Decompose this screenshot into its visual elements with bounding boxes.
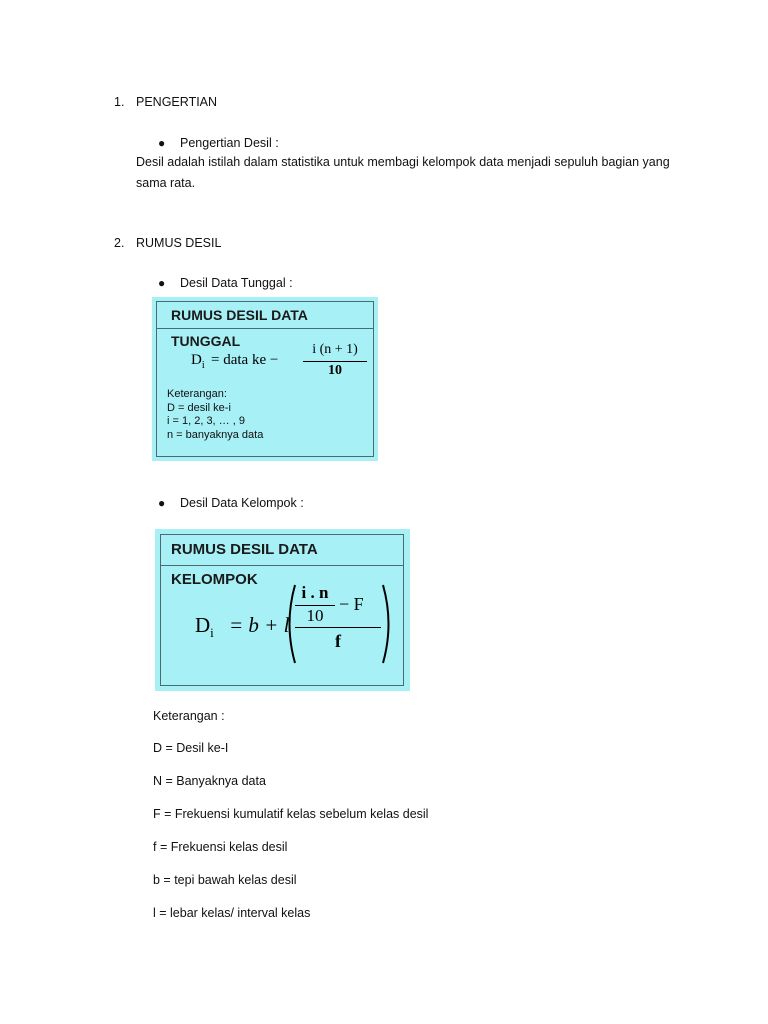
formula-tunggal-lhs: $D_i$ bbox=[191, 352, 205, 371]
keterangan-list bbox=[153, 0, 553, 1024]
section-2-number: 2. bbox=[114, 236, 125, 250]
formula-kelompok-inner-denominator: 10 bbox=[306, 606, 324, 625]
keterangan-item: l = lebar kelas/ interval kelas bbox=[153, 906, 311, 920]
section-1-number: 1. bbox=[114, 95, 125, 109]
formula-kelompok-lhs: $D_i$ bbox=[195, 613, 214, 641]
keterangan-item: b = tepi bawah kelas desil bbox=[153, 873, 297, 887]
formula-kelompok-outer-denominator: f bbox=[335, 631, 341, 651]
formula-tunggal-numerator: i (n + 1) bbox=[312, 342, 358, 357]
bullet-tunggal-label: Desil Data Tunggal : bbox=[180, 276, 293, 290]
definition-line-2: sama rata. bbox=[136, 176, 196, 190]
formula-tunggal-mid: = data ke − bbox=[211, 352, 279, 368]
keterangan-item: f = Frekuensi kelas desil bbox=[153, 840, 288, 854]
section-2-title: RUMUS DESIL bbox=[136, 236, 222, 250]
bullet-dot-icon: ● bbox=[158, 496, 166, 510]
keterangan-item: N = Banyaknya data bbox=[153, 774, 266, 788]
box-kelompok-title: RUMUS DESIL DATA KELOMPOK bbox=[161, 535, 403, 566]
definition-line-1: Desil adalah istilah dalam statistika untuk membagi kelompok data menjadi sepuluh bagian yang bbox=[136, 155, 670, 169]
bullet-dot-icon: ● bbox=[158, 276, 166, 290]
bullet-pengertian-label: Pengertian Desil : bbox=[180, 136, 279, 150]
box-tunggal-note: D = desil ke-i bbox=[167, 401, 231, 414]
formula-tunggal-denominator: 10 bbox=[328, 363, 342, 378]
box-tunggal-note: i = 1, 2, 3, … , 9 bbox=[167, 415, 245, 427]
keterangan-title: Keterangan : bbox=[153, 709, 225, 723]
bullet-kelompok-label: Desil Data Kelompok : bbox=[180, 496, 304, 510]
keterangan-item: F = Frekuensi kumulatif kelas sebelum kelas desil bbox=[153, 807, 429, 821]
box-tunggal-note: Keterangan: bbox=[167, 388, 227, 400]
box-tunggal-note: n = banyaknya data bbox=[167, 428, 264, 441]
formula-kelompok-inner-numerator: i . n bbox=[301, 583, 329, 602]
keterangan-item: D = Desil ke-I bbox=[153, 741, 229, 755]
formula-kelompok-eq: = b + l bbox=[229, 613, 290, 637]
bullet-dot-icon: ● bbox=[158, 136, 166, 150]
box-tunggal-title: RUMUS DESIL DATA TUNGGAL bbox=[157, 302, 373, 329]
section-1-title: PENGERTIAN bbox=[136, 95, 218, 109]
formula-kelompok-minus-f: − F bbox=[339, 594, 364, 614]
